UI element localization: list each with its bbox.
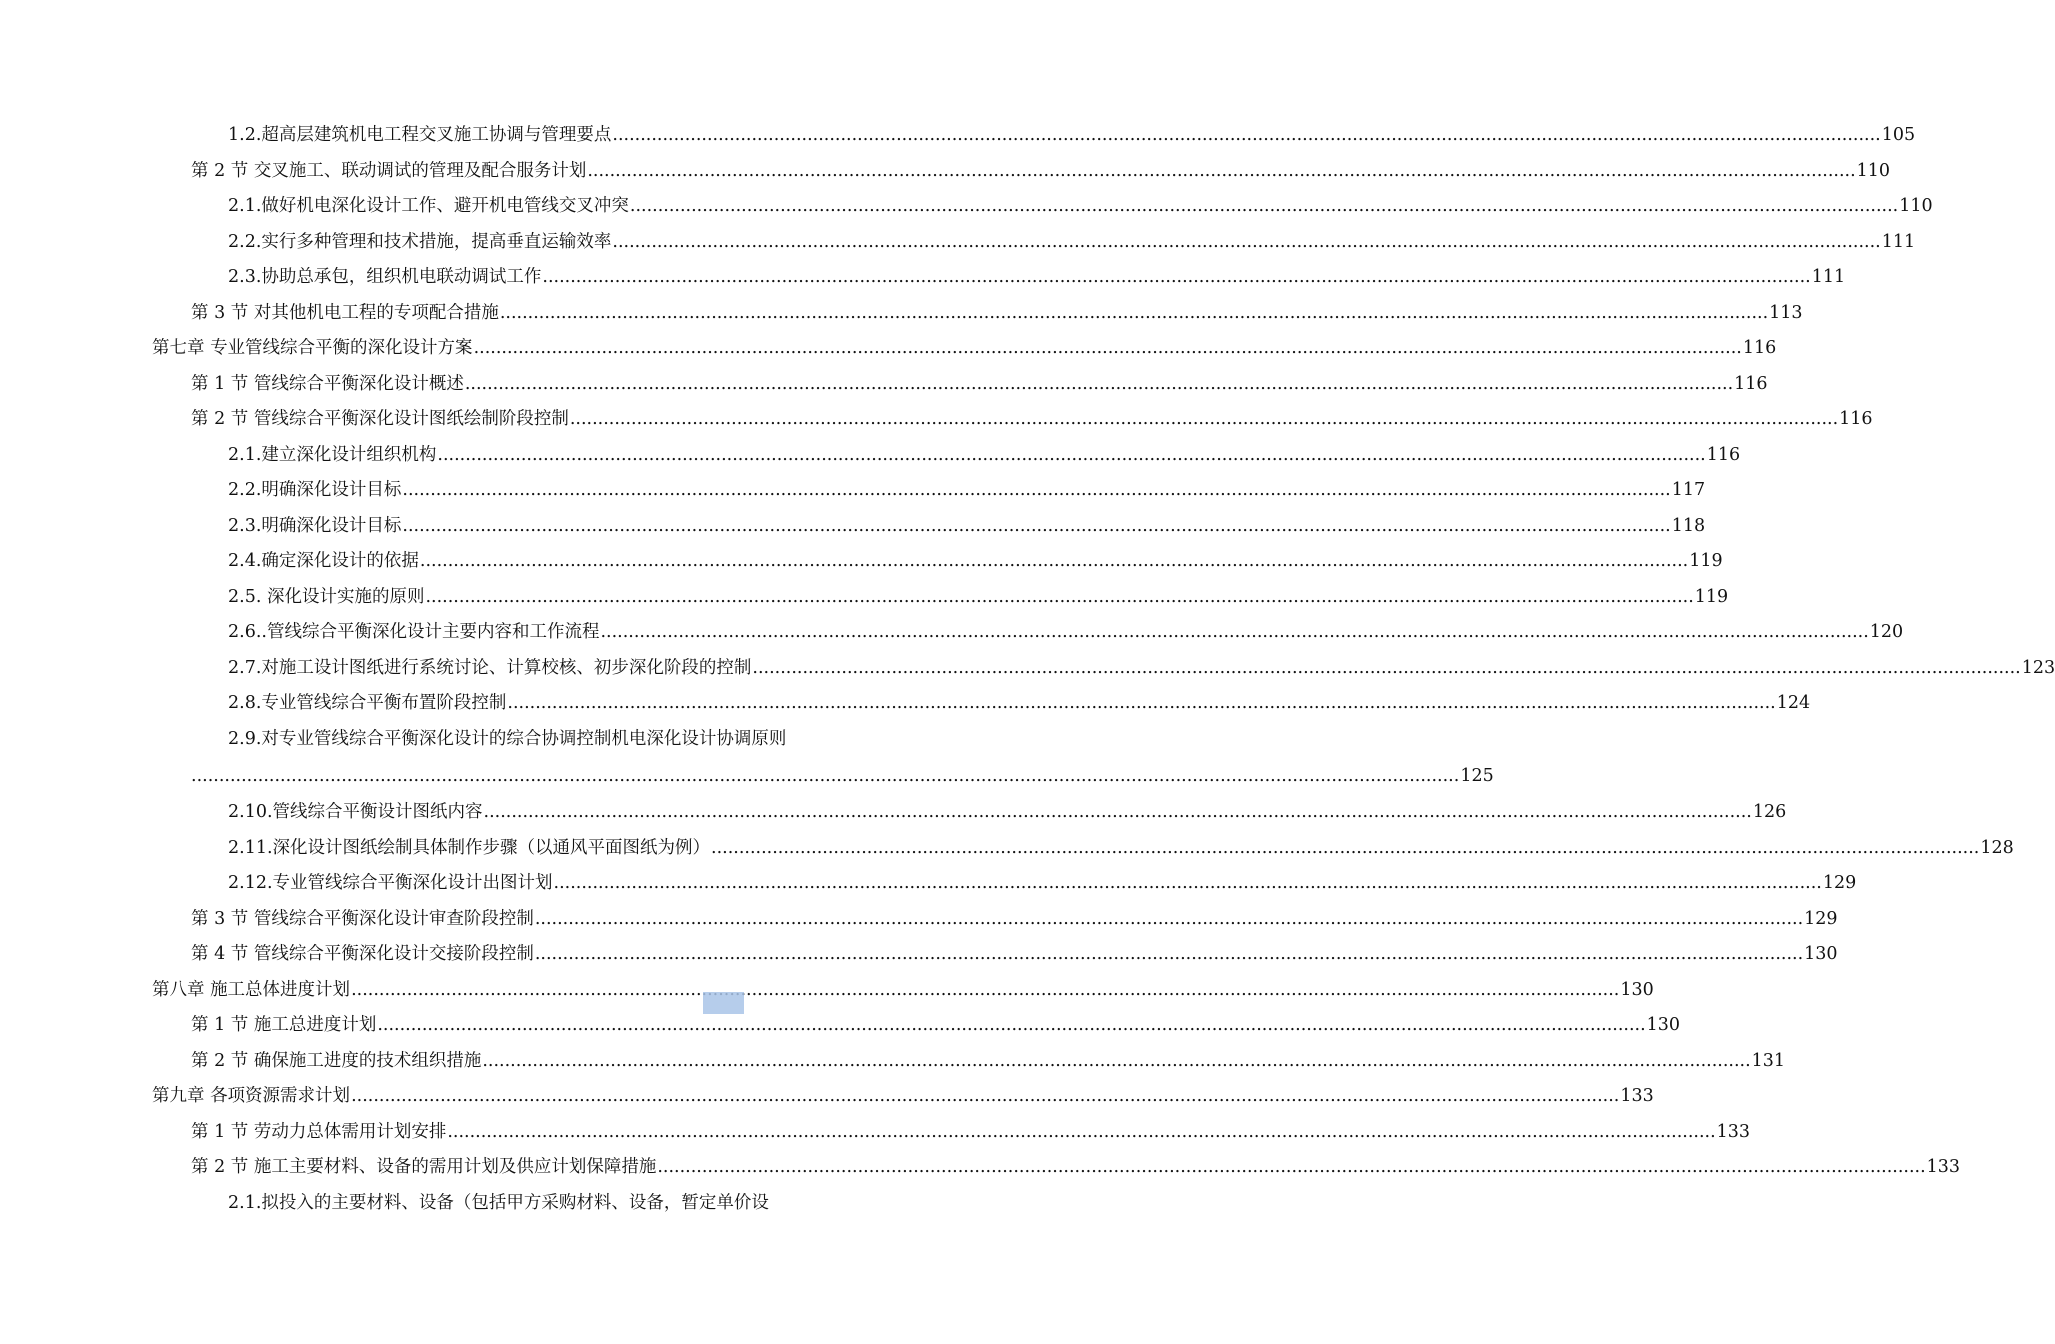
toc-dot-leader [425, 580, 1693, 616]
toc-dot-leader [465, 367, 1733, 403]
toc-entry-title: 第 2 节 管线综合平衡深化设计图纸绘制阶段控制 [191, 409, 569, 429]
toc-entry-title: 2.1.做好机电深化设计工作、避开机电管线交叉冲突 [228, 196, 629, 216]
toc-entry[interactable] [0, 544, 1723, 580]
toc-entry-title: 第 2 节 施工主要材料、设备的需用计划及供应计划保障措施 [191, 1157, 657, 1177]
toc-dot-leader [482, 1044, 1750, 1080]
toc-dot-leader [542, 260, 1810, 296]
toc-page-number: 116 [1734, 373, 1768, 394]
toc-entry-title: 2.10.管线综合平衡设计图纸内容 [228, 802, 483, 822]
toc-page-number: 111 [1881, 231, 1916, 252]
toc-entry[interactable] [0, 438, 1741, 474]
text-selection-highlight [703, 992, 744, 1014]
toc-dot-leader [535, 937, 1803, 973]
toc-dot-leader [600, 615, 1868, 651]
toc-page-number: 113 [1769, 302, 1803, 323]
toc-dot-leader [377, 1008, 1645, 1044]
toc-dot-leader [587, 154, 1855, 190]
toc-entry[interactable] [0, 402, 1873, 438]
toc-entry[interactable] [0, 154, 1891, 190]
toc-entry[interactable] [0, 866, 1857, 902]
toc-entry[interactable] [0, 225, 1916, 261]
toc-dot-leader [447, 1115, 1715, 1151]
toc-dot-leader [657, 1150, 1925, 1186]
toc-entry[interactable] [0, 296, 1803, 332]
toc-page-number: 133 [1926, 1157, 1961, 1177]
toc-entry[interactable] [0, 686, 1811, 722]
toc-dot-leader [554, 866, 1822, 902]
toc-entry-continuation[interactable] [0, 757, 1494, 795]
toc-dot-leader [612, 225, 1880, 261]
toc-entry-title: 第 1 节 劳动力总体需用计划安排 [191, 1121, 447, 1142]
toc-entry-title: 第七章 专业管线综合平衡的深化设计方案 [152, 338, 473, 358]
toc-entry[interactable] [0, 1008, 1681, 1044]
toc-entry[interactable] [0, 1079, 1654, 1115]
toc-dot-leader [402, 509, 1670, 545]
toc-page-number: 133 [1716, 1121, 1751, 1142]
toc-entry-title: 2.11.深化设计图纸绘制具体制作步骤（以通风平面图纸为例） [228, 837, 711, 858]
toc-entry-title: 2.8.专业管线综合平衡布置阶段控制 [228, 693, 507, 713]
toc-page-number: 123 [2021, 657, 2055, 678]
toc-entry-title: 第 1 节 施工总进度计划 [191, 1015, 377, 1035]
toc-page-number: 116 [1839, 409, 1873, 429]
toc-entry-title: 2.2.实行多种管理和技术措施，提高垂直运输效率 [228, 231, 612, 252]
toc-entry[interactable] [0, 509, 1706, 545]
toc-entry-title: 第 4 节 管线综合平衡深化设计交接阶段控制 [191, 944, 534, 964]
toc-entry-title: 2.7.对施工设计图纸进行系统讨论、计算校核、初步深化阶段的控制 [228, 657, 752, 678]
toc-entry[interactable] [0, 580, 1729, 616]
toc-page-number: 105 [1881, 125, 1916, 145]
toc-entry-title: 2.1.拟投入的主要材料、设备（包括甲方采购材料、设备，暂定单价设 [228, 1192, 769, 1213]
toc-entry-title: 第 2 节 确保施工进度的技术组织措施 [191, 1050, 482, 1071]
toc-entry-title: 第 3 节 对其他机电工程的专项配合措施 [191, 302, 499, 323]
toc-page-number: 119 [1694, 586, 1729, 607]
toc-page-number: 130 [1620, 979, 1654, 1000]
toc-entry[interactable] [0, 1044, 1786, 1080]
toc-dot-leader [402, 473, 1670, 509]
toc-entry[interactable] [0, 937, 1838, 973]
toc-entry-title: 1.2.超高层建筑机电工程交叉施工协调与管理要点 [228, 125, 612, 145]
toc-page-number: 130 [1804, 944, 1838, 964]
toc-dot-leader [351, 1079, 1619, 1115]
toc-entry-title: 2.12.专业管线综合平衡深化设计出图计划 [228, 873, 553, 893]
toc-entry[interactable] [0, 1186, 950, 1222]
toc-entry[interactable] [0, 902, 1838, 938]
toc-entry[interactable] [0, 189, 1933, 225]
toc-dot-leader [484, 795, 1752, 831]
toc-page-number: 111 [1811, 267, 1846, 287]
toc-page-number: 119 [1689, 551, 1723, 571]
toc-entry-title: 2.4.确定深化设计的依据 [228, 551, 419, 571]
toc-entry-title: 2.2.明确深化设计目标 [228, 480, 402, 500]
toc-entry[interactable] [0, 651, 2055, 687]
toc-entry-title: 第 3 节 管线综合平衡深化设计审查阶段控制 [191, 908, 534, 929]
toc-entry[interactable] [0, 795, 1787, 831]
toc-entry[interactable] [0, 831, 2014, 867]
toc-dot-leader [351, 973, 1619, 1009]
toc-dot-leader [612, 118, 1880, 154]
table-of-contents [0, 118, 2055, 1221]
toc-entry-title: 第 2 节 交叉施工、联动调试的管理及配合服务计划 [191, 160, 587, 181]
toc-page-number: 126 [1752, 802, 1787, 822]
toc-entry[interactable] [0, 973, 1654, 1009]
toc-dot-leader [437, 438, 1705, 474]
toc-dot-leader [500, 296, 1768, 332]
toc-entry[interactable] [0, 260, 1846, 296]
toc-page-number: 125 [1460, 766, 1494, 786]
toc-entry-title: 2.9.对专业管线综合平衡深化设计的综合协调控制机电深化设计协调原则 [228, 728, 787, 749]
toc-entry[interactable] [0, 615, 1904, 651]
toc-page-number: 129 [1822, 873, 1857, 893]
toc-entry-title: 2.3.明确深化设计目标 [228, 515, 402, 536]
toc-entry[interactable] [0, 1150, 1961, 1186]
toc-entry-title: 第九章 各项资源需求计划 [152, 1086, 351, 1106]
toc-page-number: 129 [1804, 908, 1838, 929]
toc-dot-leader [630, 189, 1898, 225]
toc-entry[interactable] [0, 331, 1777, 367]
toc-dot-leader [570, 402, 1838, 438]
toc-page-number: 131 [1751, 1050, 1786, 1071]
toc-page-number: 133 [1620, 1086, 1654, 1106]
toc-entry[interactable] [0, 118, 1916, 154]
toc-dot-leader [420, 544, 1688, 580]
toc-dot-leader [507, 686, 1775, 722]
toc-entry-title: 2.1.建立深化设计组织机构 [228, 444, 437, 465]
toc-page-number: 128 [1980, 837, 2014, 858]
toc-entry[interactable] [0, 1115, 1751, 1151]
toc-page-number: 110 [1856, 160, 1891, 181]
toc-entry[interactable] [0, 722, 950, 758]
toc-entry-title: 2.6..管线综合平衡深化设计主要内容和工作流程 [228, 622, 600, 642]
toc-entry[interactable] [0, 367, 1768, 403]
toc-entry-title: 第八章 施工总体进度计划 [152, 979, 351, 1000]
toc-page-number: 117 [1671, 480, 1706, 500]
toc-dot-leader [474, 331, 1742, 367]
toc-page-number: 110 [1899, 196, 1933, 216]
toc-entry[interactable] [0, 473, 1706, 509]
toc-dot-leader [191, 757, 1459, 795]
toc-page-number: 124 [1776, 693, 1811, 713]
toc-dot-leader [752, 651, 2020, 687]
toc-dot-leader [535, 902, 1803, 938]
toc-page-number: 116 [1706, 444, 1741, 465]
toc-dot-leader [711, 831, 1979, 867]
toc-page-number: 118 [1671, 515, 1706, 536]
toc-entry-title: 2.5. 深化设计实施的原则 [228, 586, 425, 607]
toc-page-number: 116 [1742, 338, 1777, 358]
toc-entry-title: 2.3.协助总承包，组织机电联动调试工作 [228, 267, 542, 287]
toc-page-number: 130 [1646, 1015, 1681, 1035]
toc-page-number: 120 [1869, 622, 1904, 642]
toc-entry-title: 第 1 节 管线综合平衡深化设计概述 [191, 373, 464, 394]
